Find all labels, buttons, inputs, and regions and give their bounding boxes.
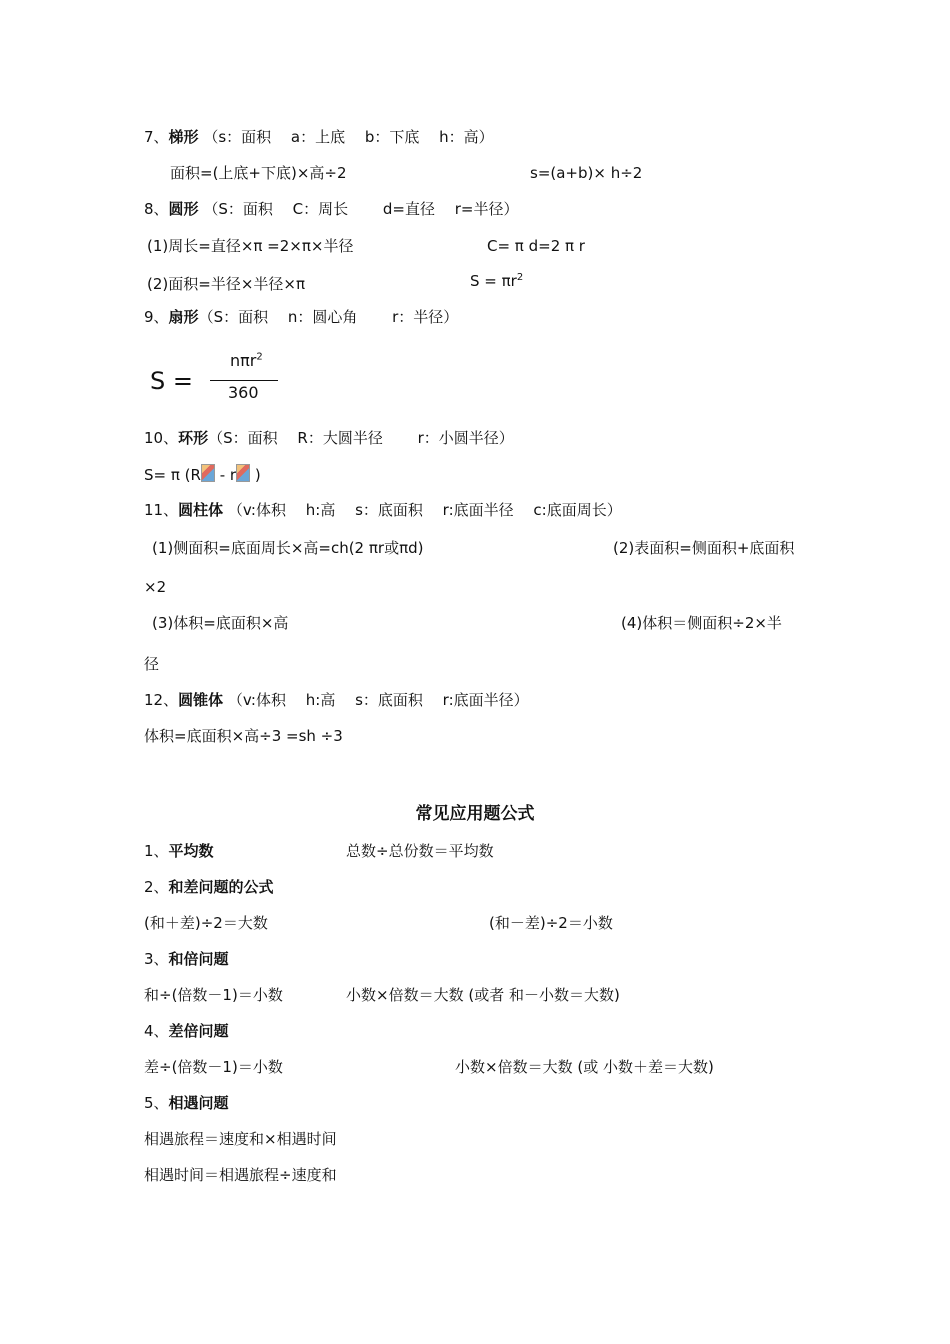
- shape-name: 圆柱体: [178, 501, 224, 519]
- variable-legend: （S：面积 C：周长 d=直径 r=半径）: [198, 200, 519, 218]
- item-number: 4、: [144, 1022, 169, 1040]
- problem-name: 和差问题的公式: [168, 878, 274, 896]
- heading-trapezoid: [144, 127, 494, 147]
- heading-difference-multiple: [144, 1021, 229, 1041]
- heading-annulus: [144, 428, 514, 448]
- annulus-area-formula: S= π (R - r ): [144, 466, 261, 484]
- heading-sum-multiple: [144, 949, 229, 969]
- problem-name: 相遇问题: [168, 1094, 229, 1112]
- problem-name: 平均数: [168, 842, 214, 860]
- cylinder-surface-area: (2)表面积=侧面积+底面积: [613, 539, 795, 557]
- heading-average: [144, 841, 214, 861]
- cylinder-volume: (3)体积=底面积×高: [152, 614, 289, 632]
- item-number: 3、: [144, 950, 169, 968]
- item-number: 7、: [144, 128, 169, 146]
- heading-meeting: [144, 1093, 229, 1113]
- sum-multiple-formula-2: 小数×倍数＝大数 (或者 和－小数＝大数): [346, 986, 620, 1004]
- meeting-formula-1: 相遇旅程＝速度和×相遇时间: [144, 1130, 337, 1148]
- broken-image-icon: [236, 464, 250, 482]
- variable-legend: （v:体积 h:高 s：底面积 r:底面半径 c:底面周长）: [223, 501, 622, 519]
- difference-multiple-formula-2: 小数×倍数＝大数 (或 小数＋差＝大数): [455, 1058, 714, 1076]
- exponent: 2: [516, 272, 524, 283]
- trapezoid-formula-words: 面积=(上底+下底)×高÷2: [170, 164, 347, 182]
- circle-area-words: (2)面积=半径×半径×π: [147, 275, 305, 293]
- fraction-denominator: 360: [228, 383, 259, 402]
- average-formula: 总数÷总份数＝平均数: [346, 842, 494, 860]
- sum-difference-formula-1: (和＋差)÷2＝大数: [144, 914, 268, 932]
- broken-image-icon: [201, 464, 215, 482]
- shape-name: 梯形: [168, 128, 199, 146]
- circle-area-symbols: $S = \pi r^2$: [470, 272, 524, 290]
- item-number: 2、: [144, 878, 169, 896]
- sector-area-formula: [150, 348, 290, 408]
- heading-sector: [144, 307, 458, 327]
- item-number: 1、: [144, 842, 169, 860]
- fraction-bar: [210, 380, 278, 381]
- circle-perimeter-words: (1)周长=直径×π =2×π×半径: [147, 237, 354, 255]
- variable-legend: （S：面积 R：大圆半径 r：小圆半径）: [208, 429, 514, 447]
- variable-legend: （S：面积 n：圆心角 r：半径）: [198, 308, 459, 326]
- trapezoid-formula-symbols: s=(a+b)× h÷2: [530, 164, 643, 182]
- meeting-formula-2: 相遇时间＝相遇旅程÷速度和: [144, 1166, 337, 1184]
- item-number: 9、: [144, 308, 169, 326]
- heading-sum-difference: [144, 877, 274, 897]
- item-number: 11、: [144, 501, 179, 519]
- shape-name: 扇形: [168, 308, 199, 326]
- cylinder-volume-alt: (4)体积＝侧面积÷2×半: [621, 614, 782, 632]
- sum-difference-formula-2: (和－差)÷2＝小数: [489, 914, 613, 932]
- cylinder-surface-area-cont: ×2: [144, 578, 167, 596]
- variable-legend: （v:体积 h:高 s：底面积 r:底面半径）: [223, 691, 529, 709]
- cone-volume: 体积=底面积×高÷3 =sh ÷3: [144, 727, 343, 745]
- item-number: 10、: [144, 429, 179, 447]
- shape-name: 环形: [178, 429, 209, 447]
- section-title: 常见应用题公式: [415, 804, 535, 824]
- cylinder-volume-alt-cont: 径: [144, 655, 160, 673]
- problem-name: 和倍问题: [168, 950, 229, 968]
- cylinder-lateral-area: (1)侧面积=底面周长×高=ch(2 πr或πd): [152, 539, 424, 557]
- shape-name: 圆锥体: [178, 691, 224, 709]
- heading-cylinder: [144, 500, 622, 520]
- fraction-numerator: nπr$^2$: [230, 351, 263, 370]
- item-number: 5、: [144, 1094, 169, 1112]
- variable-legend: （s：面积 a：上底 b：下底 h：高）: [198, 128, 494, 146]
- item-number: 8、: [144, 200, 169, 218]
- heading-circle: [144, 199, 518, 219]
- difference-multiple-formula-1: 差÷(倍数－1)＝小数: [144, 1058, 283, 1076]
- shape-name: 圆形: [168, 200, 199, 218]
- item-number: 12、: [144, 691, 179, 709]
- heading-cone: [144, 690, 529, 710]
- formula-lhs: S =: [150, 367, 193, 395]
- circle-perimeter-symbols: C= π d=2 π r: [487, 237, 585, 255]
- sum-multiple-formula-1: 和÷(倍数－1)＝小数: [144, 986, 283, 1004]
- problem-name: 差倍问题: [168, 1022, 229, 1040]
